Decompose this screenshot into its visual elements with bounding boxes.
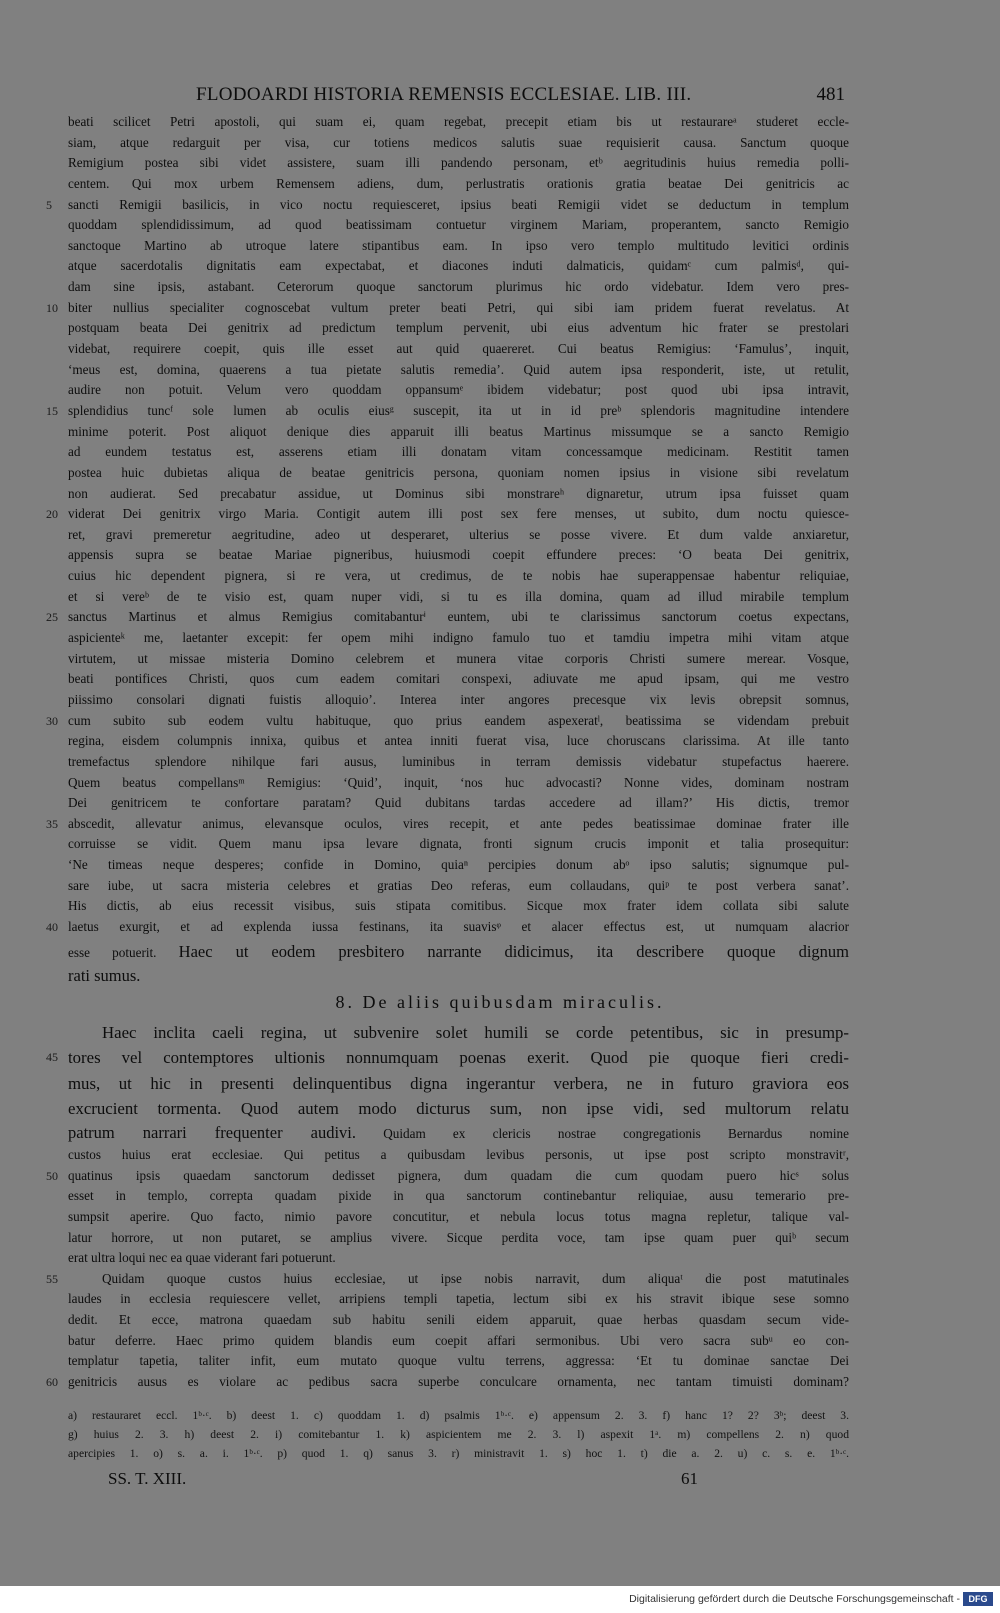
- credit-text: Digitalisierung gefördert durch die Deutsche Forschungsgemeinschaft -: [629, 1593, 960, 1605]
- text-line: [68, 318, 849, 339]
- text-line: [68, 731, 849, 752]
- footnote-line: apercipies 1. o) s. a. i. 1ᵇ·ᶜ. p) quod 1. q) sanus 3. r) ministravit 1. s) hoc 1. t) die a. 2. u) c. s. e. 1ᵇ·ᶜ.: [68, 1447, 849, 1460]
- line-text: quatinus ipsis quaedam sanctorum dedisset pignera, dum quadam die cum quodam puero hicˢ solus: [68, 1167, 849, 1183]
- line-text: dedit. Et ecce, matrona quaedam sub habitu senili eidem apparuit, quae herbas quasdam secum vide-: [68, 1312, 849, 1328]
- line-number: 5: [46, 197, 52, 212]
- text-line: [68, 153, 849, 174]
- line-text: sanctus Martinus et almus Remigius comitabanturⁱ euntem, ubi te clarissimus sanctorum coetus expectans,: [68, 609, 849, 625]
- page-header: [0, 84, 1000, 110]
- line-number: 50: [46, 1168, 58, 1183]
- text-line: [68, 339, 849, 360]
- line-large-part: Haec ut eodem presbitero narrante didicimus, ita describere quoque dignum: [178, 942, 850, 961]
- text-line: [46, 401, 849, 422]
- text-line: [68, 669, 849, 690]
- line-text: piissimo consolari dignati fuistis alloquio’. Interea inter angores precesque vix levis obrepsit somnus,: [68, 691, 849, 707]
- text-line: [68, 793, 849, 814]
- line-text: laudes in ecclesia requiescere vellet, arripiens templi tapetia, lectum sibi ex his stravit ibique sese somno: [68, 1291, 849, 1307]
- text-line: [68, 1186, 849, 1207]
- text-line: [46, 195, 849, 216]
- line-text: ad eundem testatus est, asserens etiam illi donatam vitam concessamque medicinam. Restitit tamen: [68, 444, 849, 460]
- line-text: esset in templo, correpta quadam pixide in qua sanctorum continebantur reliquiae, ausu temerario pre-: [68, 1188, 849, 1204]
- line-text: aspicienteᵏ me, laetanter excepit: fer opem mihi indigno famulo tuo et tamdiu impetra mihi vitam atque: [68, 630, 849, 646]
- line-text: tores vel contemptores ultionis nonnumquam poenas exerit. Quod pie quoque fieri credi-: [68, 1048, 849, 1068]
- text-line: [68, 277, 849, 298]
- text-line: [68, 1020, 849, 1045]
- chapter-opening: [46, 1020, 849, 1121]
- text-line: [68, 834, 849, 855]
- line-text: splendidius tuncᶠ sole lumen ab oculis eiusᵍ suscepit, ita ut in id preᵇ splendoris magnitudine intendere: [68, 402, 849, 418]
- text-line: [68, 649, 849, 670]
- line-text: Remigium postea sibi videt assistere, suam illi pandendo personam, etᵇ aegritudinis huius remedia polli-: [68, 155, 849, 171]
- text-line: [46, 607, 849, 628]
- text-line: [46, 1269, 849, 1290]
- footnotes: [68, 1406, 849, 1463]
- line-text: laetus exurgit, et ad explenda iussa festinans, ita suavisᵠ et alacer effectus est, ut numquam alacrior: [68, 918, 849, 934]
- text-line: [68, 442, 849, 463]
- text-line: [46, 504, 849, 525]
- credit-bar: [0, 1586, 1000, 1613]
- line-text: ‘meus est, domina, quaerens a tua pietate salutis remedia’. Quid autem ipsa responderit, iste, ut retulit,: [68, 361, 849, 377]
- text-line: [68, 133, 849, 154]
- transition-lines: [68, 940, 849, 988]
- text-line: [68, 360, 849, 381]
- line-number: 15: [46, 403, 58, 418]
- text-line: [68, 752, 849, 773]
- line-text: genitricis ausus es violare ac pedibus sacra superbe conculcare ornamenta, nec tantam timuisti dominam?: [68, 1374, 849, 1390]
- line-text: erat ultra loqui nec ea quae viderant fari potuerunt.: [68, 1250, 336, 1266]
- text-line: [68, 1228, 849, 1249]
- text-line: [68, 628, 849, 649]
- chapter-heading: 8. De aliis quibusdam miraculis.: [335, 992, 665, 1012]
- text-line: [68, 587, 849, 608]
- line-text: viderat Dei genitrix virgo Maria. Contigit autem illi post sex fere menses, ut subito, dum noctu quiesce-: [68, 506, 849, 522]
- text-line: [68, 112, 849, 133]
- text-line: [68, 690, 849, 711]
- signature-mark: SS. T. XIII.: [108, 1469, 187, 1488]
- text-line: [68, 215, 849, 236]
- text-line: [68, 773, 849, 794]
- text-line: [68, 545, 849, 566]
- line-text: Haec inclita caeli regina, ut subvenire solet humili se corde petentibus, sic in presump-: [102, 1023, 849, 1042]
- line-number: 30: [46, 713, 58, 728]
- transition-lines-2: [68, 1121, 849, 1145]
- line-text: centem. Qui mox urbem Remensem adiens, dum, perlustratis orationis gratia beatae Dei genitricis ac: [68, 175, 849, 191]
- text-line: [68, 484, 849, 505]
- text-line: [46, 814, 849, 835]
- line-text: videbat, requirere coepit, quis ille esset aut quid quaereret. Cui beatus Remigius: ‘Famulus’, inquit,: [68, 341, 849, 357]
- running-title: FLODOARDI HISTORIA REMENSIS ECCLESIAE. LIB. III.: [196, 84, 692, 105]
- text-line: [68, 1145, 849, 1166]
- signature-number: 61: [681, 1469, 698, 1488]
- line-number: 55: [46, 1271, 58, 1286]
- text-line: [46, 298, 849, 319]
- line-text: cuius hic dependent pignera, si re vera, ut credimus, de te nobis hae superappensae habentur reliquiae,: [68, 568, 849, 584]
- line-text: templatur tapetia, taliter infit, eum mutato quoque vultu terrens, aggressa: ‘Et tu dominae sanctae Dei: [68, 1353, 849, 1369]
- line-text: abscedit, allevatur animus, elevansque oculos, vires recepit, et ante pedes beatissimae dominae frater ille: [68, 815, 849, 831]
- body-text: [46, 112, 849, 938]
- line-text: Quidam quoque custos huius ecclesiae, ut ipse nobis narravit, dum aliquaᵗ die post matutinales: [102, 1270, 849, 1286]
- line-text: postquam beata Dei genitrix ad predictum templum pervenit, ubi eius adventum hic frater se prestolari: [68, 320, 849, 336]
- line-number: 25: [46, 610, 58, 625]
- line-number: 35: [46, 816, 58, 831]
- line-text: tremefactus splendore nihilque fari ausus, luminibus in terram demissis videbatur stupefactus haerere.: [68, 753, 849, 769]
- line-text: latur horrore, ut non putaret, se amplius vivere. Sicque perdita voce, tam ipse quam puer quiᵇ secum: [68, 1229, 849, 1245]
- line-text: beati scilicet Petri apostoli, qui suam ei, quam regebat, precepit etiam bis ut restaurareᵃ studeret eccle-: [68, 114, 849, 129]
- text-line: [68, 525, 849, 546]
- line-text: beati pontifices Christi, quos cum eadem comitari conspexi, adiuvate me apud ipsam, qui me vestro: [68, 671, 849, 687]
- text-line: [68, 855, 849, 876]
- text-line: [68, 174, 849, 195]
- line-text: Dei genitricem te confortare paratam? Quid dubitans tardas accedere ad illam?’ His dictis, tremor: [68, 795, 849, 811]
- text-line: [68, 940, 849, 964]
- text-line: [68, 380, 849, 401]
- text-line: [68, 256, 849, 277]
- line-text: sare iube, ut sacra misteria celebres et gratias Deo referas, eum collaudans, quiᵖ te post verbera sanat’.: [68, 877, 849, 893]
- line-text: excrucient tormenta. Quod autem modo dicturus sum, non ipse vidi, sed multorum relatu: [68, 1098, 849, 1118]
- line-text: corruisse se vidit. Quem manu ipsa levare dignata, fronti signum crucis imponit et talia prosequitur:: [68, 836, 849, 852]
- text-line: [68, 1121, 849, 1145]
- line-text: virtutem, ut missae misteria Domino celebrem et munera vitae corporis Christi sumere merear. Vosque,: [68, 650, 849, 666]
- text-line: rati sumus.: [68, 966, 141, 985]
- text-line: [68, 236, 849, 257]
- line-text: non audierat. Sed precabatur assidue, ut Dominus sibi monstrareʰ dignaretur, utrum ipsa fuisset quam: [68, 485, 849, 501]
- line-text: Quem beatus compellansᵐ Remigius: ‘Quid’, inquit, ‘nos huc advocasti? Nonne vides, dominam nostram: [68, 774, 849, 790]
- text-line: [68, 566, 849, 587]
- line-text: sumpsit aperire. Quo facto, nimio pavore concutitur, et nebula locus totus magna repletur, talique val-: [68, 1208, 849, 1224]
- text-line: [68, 1310, 849, 1331]
- lower-body-text: [46, 1145, 849, 1393]
- text-line: [68, 1351, 849, 1372]
- text-line: [68, 422, 849, 443]
- text-line: [68, 1071, 849, 1096]
- dfg-logo: DFG: [963, 1592, 993, 1606]
- line-text: ‘Ne timeas neque desperes; confide in Domino, quiaⁿ percipies donum abᵒ ipso salutis; signumque pul-: [68, 857, 849, 873]
- text-line: [46, 1372, 849, 1393]
- text-line: [68, 1207, 849, 1228]
- line-small-part: esse potuerit.: [68, 945, 157, 960]
- text-line: [68, 1289, 849, 1310]
- line-text: custos huius erat ecclesiae. Qui petitus a quibusdam levibus personis, ut ipse post scripto monstravitʳ,: [68, 1147, 849, 1162]
- line-text: batur deferre. Haec primo quidem blandis eum coepit affari sermonibus. Ubi vero sacra subᵘ eo con-: [68, 1332, 849, 1348]
- line-text: minime poterit. Post aliquot denique dies apparuit illi beatus Martinus missumque se a sancto Remigio: [68, 423, 849, 439]
- line-text: biter nullius specialiter cognoscebat vultum preter beati Petri, qui sibi iam pridem fuerat revelatus. At: [68, 299, 849, 315]
- text-line: [68, 876, 849, 897]
- text-line: [46, 917, 849, 938]
- line-number: 10: [46, 300, 58, 315]
- line-text: quoddam splendidissimum, ad quod beatissimam contuetur virginem Mariam, properantem, sancto Remigio: [68, 217, 849, 233]
- line-text: His dictis, ab eius recessit visibus, suis stipata comitibus. Sicque mox frater idem collata sibi salute: [68, 898, 849, 914]
- line-text: cum subito sub eodem vultu habituque, quo prius eandem aspexeratˡ, beatissima se videndam prebuit: [68, 712, 849, 728]
- line-text: sancti Remigii basilicis, in vico noctu requiesceret, ipsius beati Remigii videt se deductum in templum: [68, 196, 849, 212]
- line-text: siam, atque redarguit per visa, cur totiens medicos salutis suae requisierit causa. Sanctum quoque: [68, 134, 849, 150]
- text-line: [46, 1045, 849, 1070]
- line-number: 20: [46, 507, 58, 522]
- line-text: regina, eisdem columpnis innixa, quibus et antea inniti fuerat visa, luce choruscans clarissima. At ille tanto: [68, 733, 849, 749]
- footnote-line: a) restauraret eccl. 1ᵇ·ᶜ. b) deest 1. c) quoddam 1. d) psalmis 1ᵇ·ᶜ. e) appensum 2. 3. f) hanc 1? 2? 3ᵇ; deest 3.: [68, 1409, 849, 1422]
- line-text: atque sacerdotalis dignitatis eam expectabat, et diacones induti dalmaticis, quidamᶜ cum palmisᵈ, qui-: [68, 258, 849, 274]
- text-line: [46, 1166, 849, 1187]
- line-number: 40: [46, 919, 58, 934]
- line-number: 60: [46, 1375, 58, 1390]
- line-number: 45: [46, 1050, 58, 1065]
- line-text: sanctoque Martino ab utroque latere stipantibus eam. In ipso vero templo multitudo levitici ordinis: [68, 237, 849, 253]
- text-line: [68, 463, 849, 484]
- line-small-part: Quidam ex clericis nostrae congregationis Bernardus nomine: [383, 1126, 850, 1141]
- line-text: appensis supra se beatae Mariae pigneribus, huiusmodi coepit effundere preces: ‘O beata Dei genitrix,: [68, 547, 849, 563]
- line-large-part: patrum narrari frequenter audivi.: [68, 1123, 356, 1142]
- line-text: et si vereᵇ de te visio est, quam nuper vidi, si tu es illa domina, quam ad illud mirabile templum: [68, 588, 849, 604]
- footnote-line: g) huius 2. 3. h) deest 2. i) comitebantur 1. k) aspicientem me 2. 3. l) aspexit 1ᵃ. m) compellens 2. n) quod: [68, 1428, 849, 1441]
- text-line: [68, 1331, 849, 1352]
- text-line: [68, 1096, 849, 1121]
- line-text: ret, gravi premeretur aegritudine, adeo ut desperaret, ulterius se posse vivere. Et dum valde anxiaretur,: [68, 526, 849, 542]
- line-text: postea huic dubietas aliqua de beatae genitricis persona, quoniam nomen ipsius in visione sibi revelatum: [68, 464, 849, 480]
- line-text: mus, ut hic in presenti delinquentibus digna ingerantur verbera, ne in futuro graviora eos: [68, 1073, 849, 1093]
- line-text: audire non potuit. Velum vero quoddam oppansumᵉ ibidem videbatur; post quod ubi ipsa intravit,: [68, 382, 849, 398]
- page-number: 481: [816, 84, 845, 105]
- text-line: [68, 1248, 849, 1269]
- text-line: [68, 896, 849, 917]
- text-line: [46, 711, 849, 732]
- line-text: dam sine ipsis, astabant. Ceterorum quoque sanctorum plurimus hic ordo videbatur. Idem vero pres-: [68, 279, 849, 295]
